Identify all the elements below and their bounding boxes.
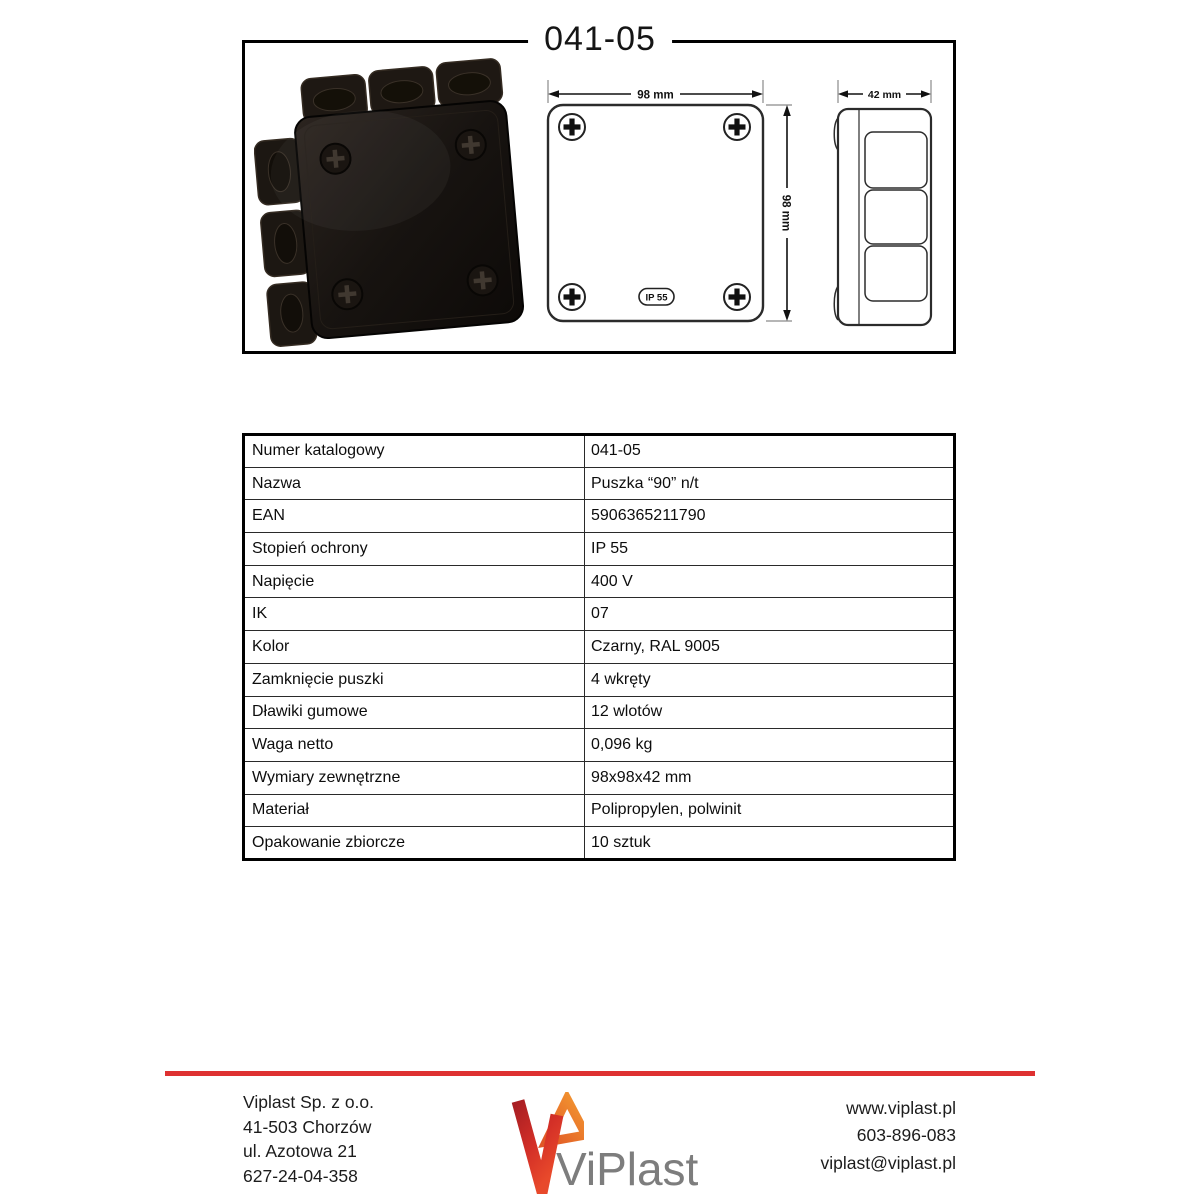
spec-label: Wymiary zewnętrzne	[244, 761, 585, 794]
product-photo	[254, 58, 530, 350]
spec-value: 0,096 kg	[585, 729, 955, 762]
side-width-dimension	[838, 80, 931, 103]
spec-label: Materiał	[244, 794, 585, 827]
spec-label: Kolor	[244, 631, 585, 664]
spec-value: Polipropylen, polwinit	[585, 794, 955, 827]
table-row	[244, 794, 955, 827]
front-view-drawing	[540, 72, 800, 330]
table-row	[244, 696, 955, 729]
table-row	[244, 467, 955, 500]
spec-label: Numer katalogowy	[244, 435, 585, 468]
company-street: ul. Azotowa 21	[243, 1141, 357, 1162]
ip-badge	[639, 289, 674, 306]
front-width-dimension	[548, 80, 763, 103]
contact-website: www.viplast.pl	[846, 1098, 956, 1118]
table-row	[244, 827, 955, 860]
spec-value: 041-05	[585, 435, 955, 468]
viplast-logo-text: ViPlast	[556, 1143, 699, 1195]
spec-value: 12 wlotów	[585, 696, 955, 729]
side-view-drawing	[832, 72, 938, 330]
side-grommet-panels	[865, 132, 927, 301]
company-city: 41-503 Chorzów	[243, 1116, 372, 1137]
table-row	[244, 500, 955, 533]
spec-value: 400 V	[585, 565, 955, 598]
table-row	[244, 663, 955, 696]
table-row	[244, 533, 955, 566]
spec-label: Nazwa	[244, 467, 585, 500]
front-width-label: 98 mm	[637, 89, 674, 102]
side-width-label: 42 mm	[867, 89, 902, 101]
spec-value: 4 wkręty	[585, 663, 955, 696]
spec-table	[242, 433, 956, 861]
spec-label: Napięcie	[244, 565, 585, 598]
spec-value: 5906365211790	[585, 500, 955, 533]
table-row	[244, 565, 955, 598]
spec-label: Zamknięcie puszki	[244, 663, 585, 696]
table-row	[244, 761, 955, 794]
spec-value: Czarny, RAL 9005	[585, 631, 955, 664]
spec-value: Puszka “90” n/t	[585, 467, 955, 500]
spec-label: Stopień ochrony	[244, 533, 585, 566]
spec-value: 10 sztuk	[585, 827, 955, 860]
front-height-label: 98 mm	[779, 194, 792, 232]
ip-label: IP 55	[645, 292, 668, 304]
company-phone: 627-24-04-358	[243, 1166, 358, 1187]
front-height-dimension	[766, 105, 796, 321]
spec-label: EAN	[244, 500, 585, 533]
page-title: 041-05	[528, 19, 672, 59]
footer-divider	[165, 1071, 1035, 1076]
spec-value: IP 55	[585, 533, 955, 566]
spec-value: 98x98x42 mm	[585, 761, 955, 794]
table-row	[244, 631, 955, 664]
spec-label: IK	[244, 598, 585, 631]
table-row	[244, 729, 955, 762]
table-row	[244, 598, 955, 631]
spec-label: Waga netto	[244, 729, 585, 762]
contact-phone: 603-896-083	[856, 1125, 956, 1146]
contact-block	[696, 1095, 956, 1177]
company-address	[243, 1090, 374, 1189]
table-row	[244, 435, 955, 468]
spec-value: 07	[585, 598, 955, 631]
contact-email: viplast@viplast.pl	[820, 1152, 956, 1173]
spec-label: Dławiki gumowe	[244, 696, 585, 729]
spec-label: Opakowanie zbiorcze	[244, 827, 585, 860]
company-name: Viplast Sp. z o.o.	[243, 1092, 375, 1112]
